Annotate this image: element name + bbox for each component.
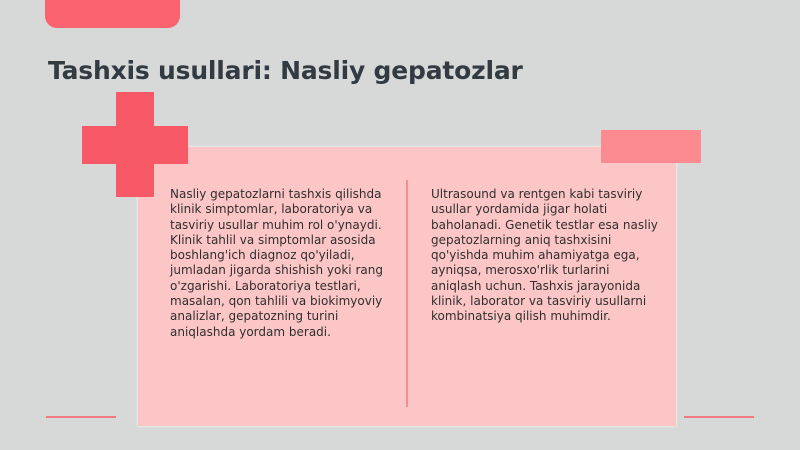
slide-title: Tashxis usullari: Nasliy gepatozlar — [48, 56, 523, 85]
medical-cross-icon-bar — [82, 126, 188, 164]
bottom-left-decorative-line — [46, 416, 116, 418]
top-accent-tab — [45, 0, 180, 28]
right-column-text: Ultrasound va rentgen kabi tasviriy usullar yordamida jigar holati baholanadi. Genetik testlar esa nasliy gepatozlarning aniq tashxisini qo'yishda muhim ahamiyatga ega, ayniqsa, merosxo'rlik turlarini aniqlash uchun. Tashxis jarayonida klinik, laborator va tasviriy usullarni kombinatsiya qilish muhimdir. — [431, 187, 658, 324]
left-column-text: Nasliy gepatozlarni tashxis qilishda klinik simptomlar, laboratoriya va tasviriy usullar muhim rol o'ynaydi. Klinik tahlil va simptomlar asosida boshlang'ich diagnoz qo'yiladi, jumladan jigarda shishish yoki rang o'zgarishi. Laboratoriya testlari, masalan, qon tahlili va biokimyoviy analizlar, gepatozning turini aniqlashda yordam beradi. — [170, 187, 383, 339]
corner-accent-rect — [601, 130, 701, 163]
column-divider — [406, 180, 408, 407]
bottom-right-decorative-line — [684, 416, 754, 418]
